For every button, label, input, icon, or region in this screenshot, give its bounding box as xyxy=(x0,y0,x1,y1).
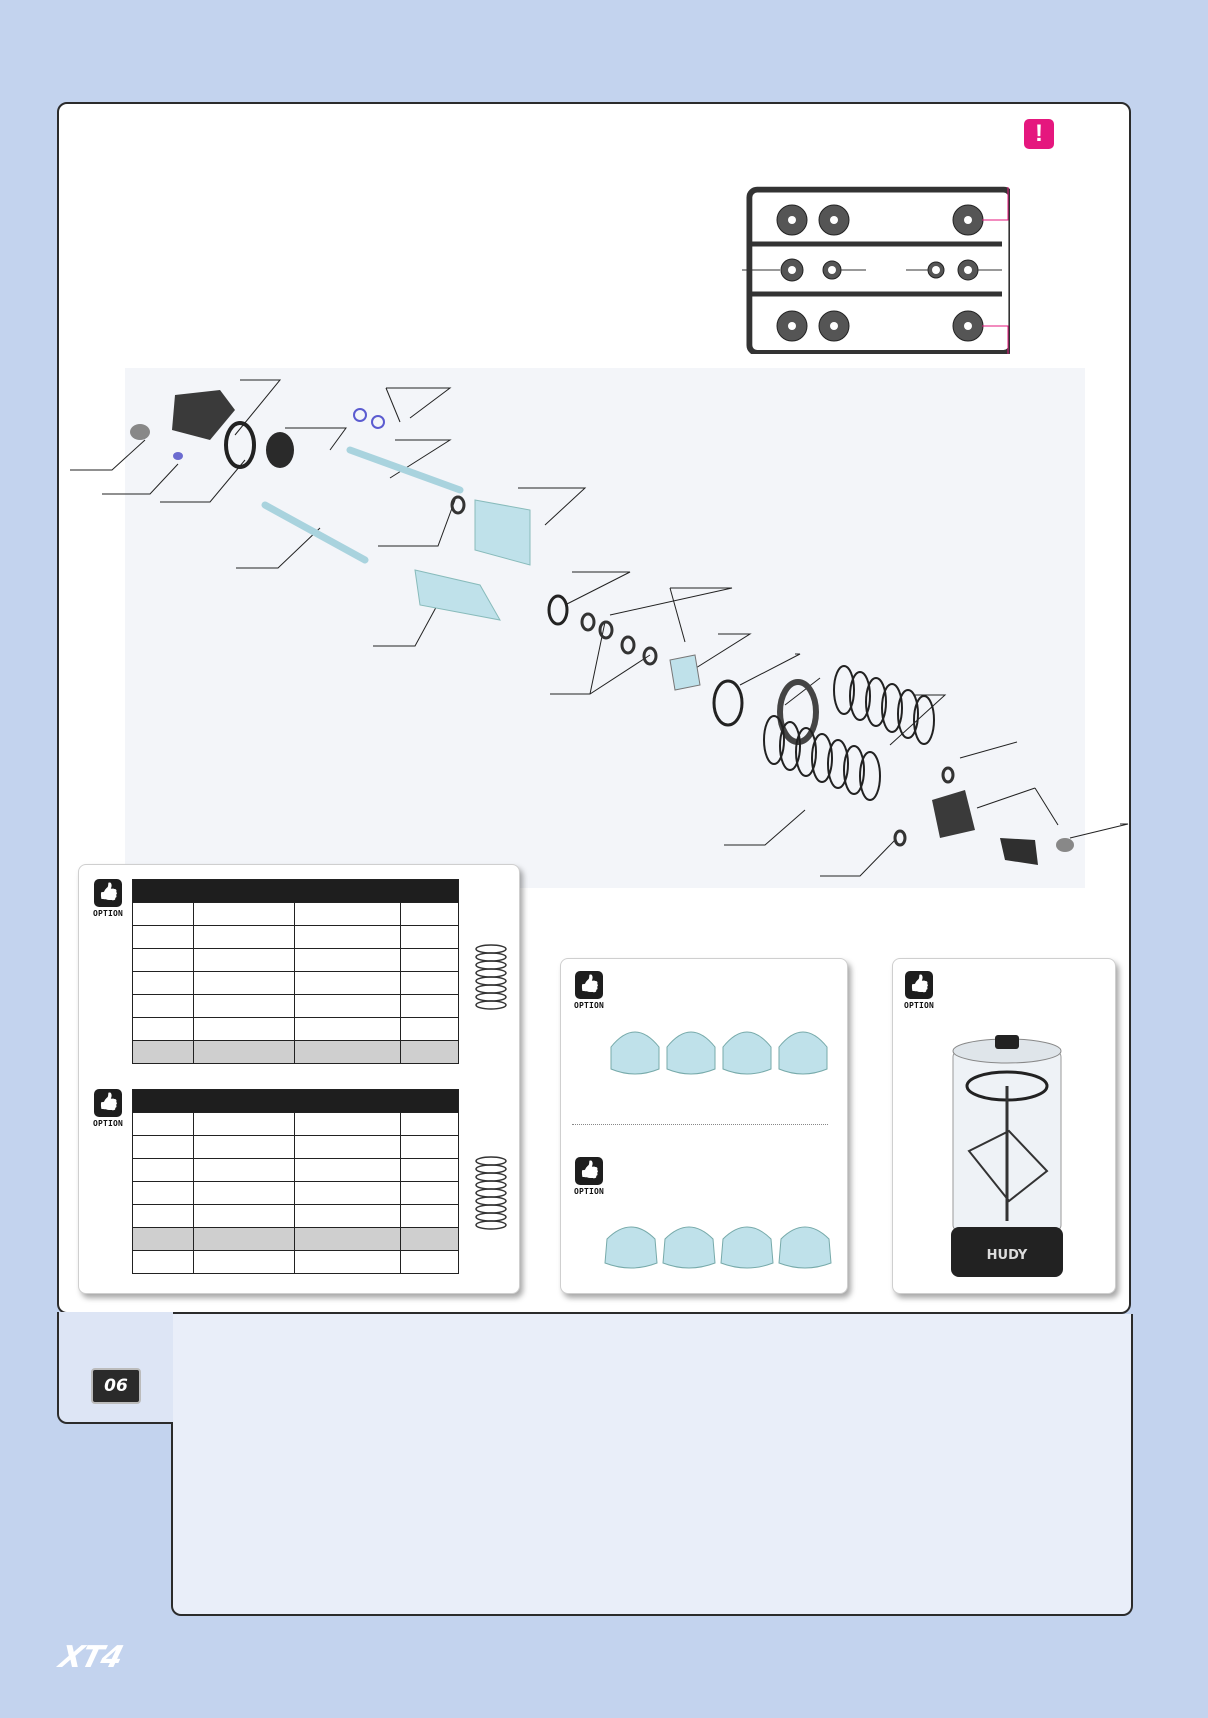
thumbs-up-icon xyxy=(94,879,122,907)
hudy-bleeder-tool-image xyxy=(949,1031,1065,1281)
step-number: 06 xyxy=(91,1368,141,1404)
option-label: OPTION xyxy=(903,1001,935,1010)
hudy-tool-option-card xyxy=(892,958,1116,1294)
table-row xyxy=(133,1136,459,1159)
table-row xyxy=(133,949,459,972)
table-header xyxy=(133,880,459,903)
table-row xyxy=(133,972,459,995)
thumbs-up-icon xyxy=(575,971,603,999)
option-label: OPTION xyxy=(573,1187,605,1196)
table-row xyxy=(133,1251,459,1274)
shock-caps-image xyxy=(605,1017,835,1087)
table-row xyxy=(133,1182,459,1205)
option-badge-4 xyxy=(571,1157,607,1196)
table-header xyxy=(133,1090,459,1113)
vented-shock-caps-image xyxy=(601,1209,837,1279)
xt4-logo: XT4 xyxy=(55,1640,127,1675)
option-label: OPTION xyxy=(92,1119,124,1128)
option-badge-2 xyxy=(90,1089,126,1128)
table-row xyxy=(133,1041,459,1064)
thumbs-up-icon xyxy=(905,971,933,999)
table-row xyxy=(133,995,459,1018)
step-notes-panel xyxy=(171,1314,1133,1616)
hudy-brand-label: HUDY xyxy=(986,1248,1028,1263)
spring-table-1 xyxy=(132,879,459,1064)
option-label: OPTION xyxy=(92,909,124,918)
option-badge-3 xyxy=(571,971,607,1010)
shock-cap-option-card xyxy=(560,958,848,1294)
spring-option-card xyxy=(78,864,520,1294)
alert-top-icon: ! xyxy=(1024,119,1054,149)
parts-sprue-diagram xyxy=(740,182,1010,354)
shock-exploded-view xyxy=(60,360,1130,890)
option-badge-1 xyxy=(90,879,126,918)
table-row xyxy=(133,1113,459,1136)
option-divider xyxy=(572,1124,828,1125)
table-row xyxy=(133,1159,459,1182)
table-row xyxy=(133,1205,459,1228)
spring-icon xyxy=(471,943,511,1013)
table-row xyxy=(133,1228,459,1251)
spring-icon xyxy=(471,1155,511,1235)
option-label: OPTION xyxy=(573,1001,605,1010)
table-row xyxy=(133,926,459,949)
table-row xyxy=(133,1018,459,1041)
spring-table-2 xyxy=(132,1089,459,1274)
option-badge-5 xyxy=(901,971,937,1010)
table-row xyxy=(133,903,459,926)
thumbs-up-icon xyxy=(94,1089,122,1117)
thumbs-up-icon xyxy=(575,1157,603,1185)
